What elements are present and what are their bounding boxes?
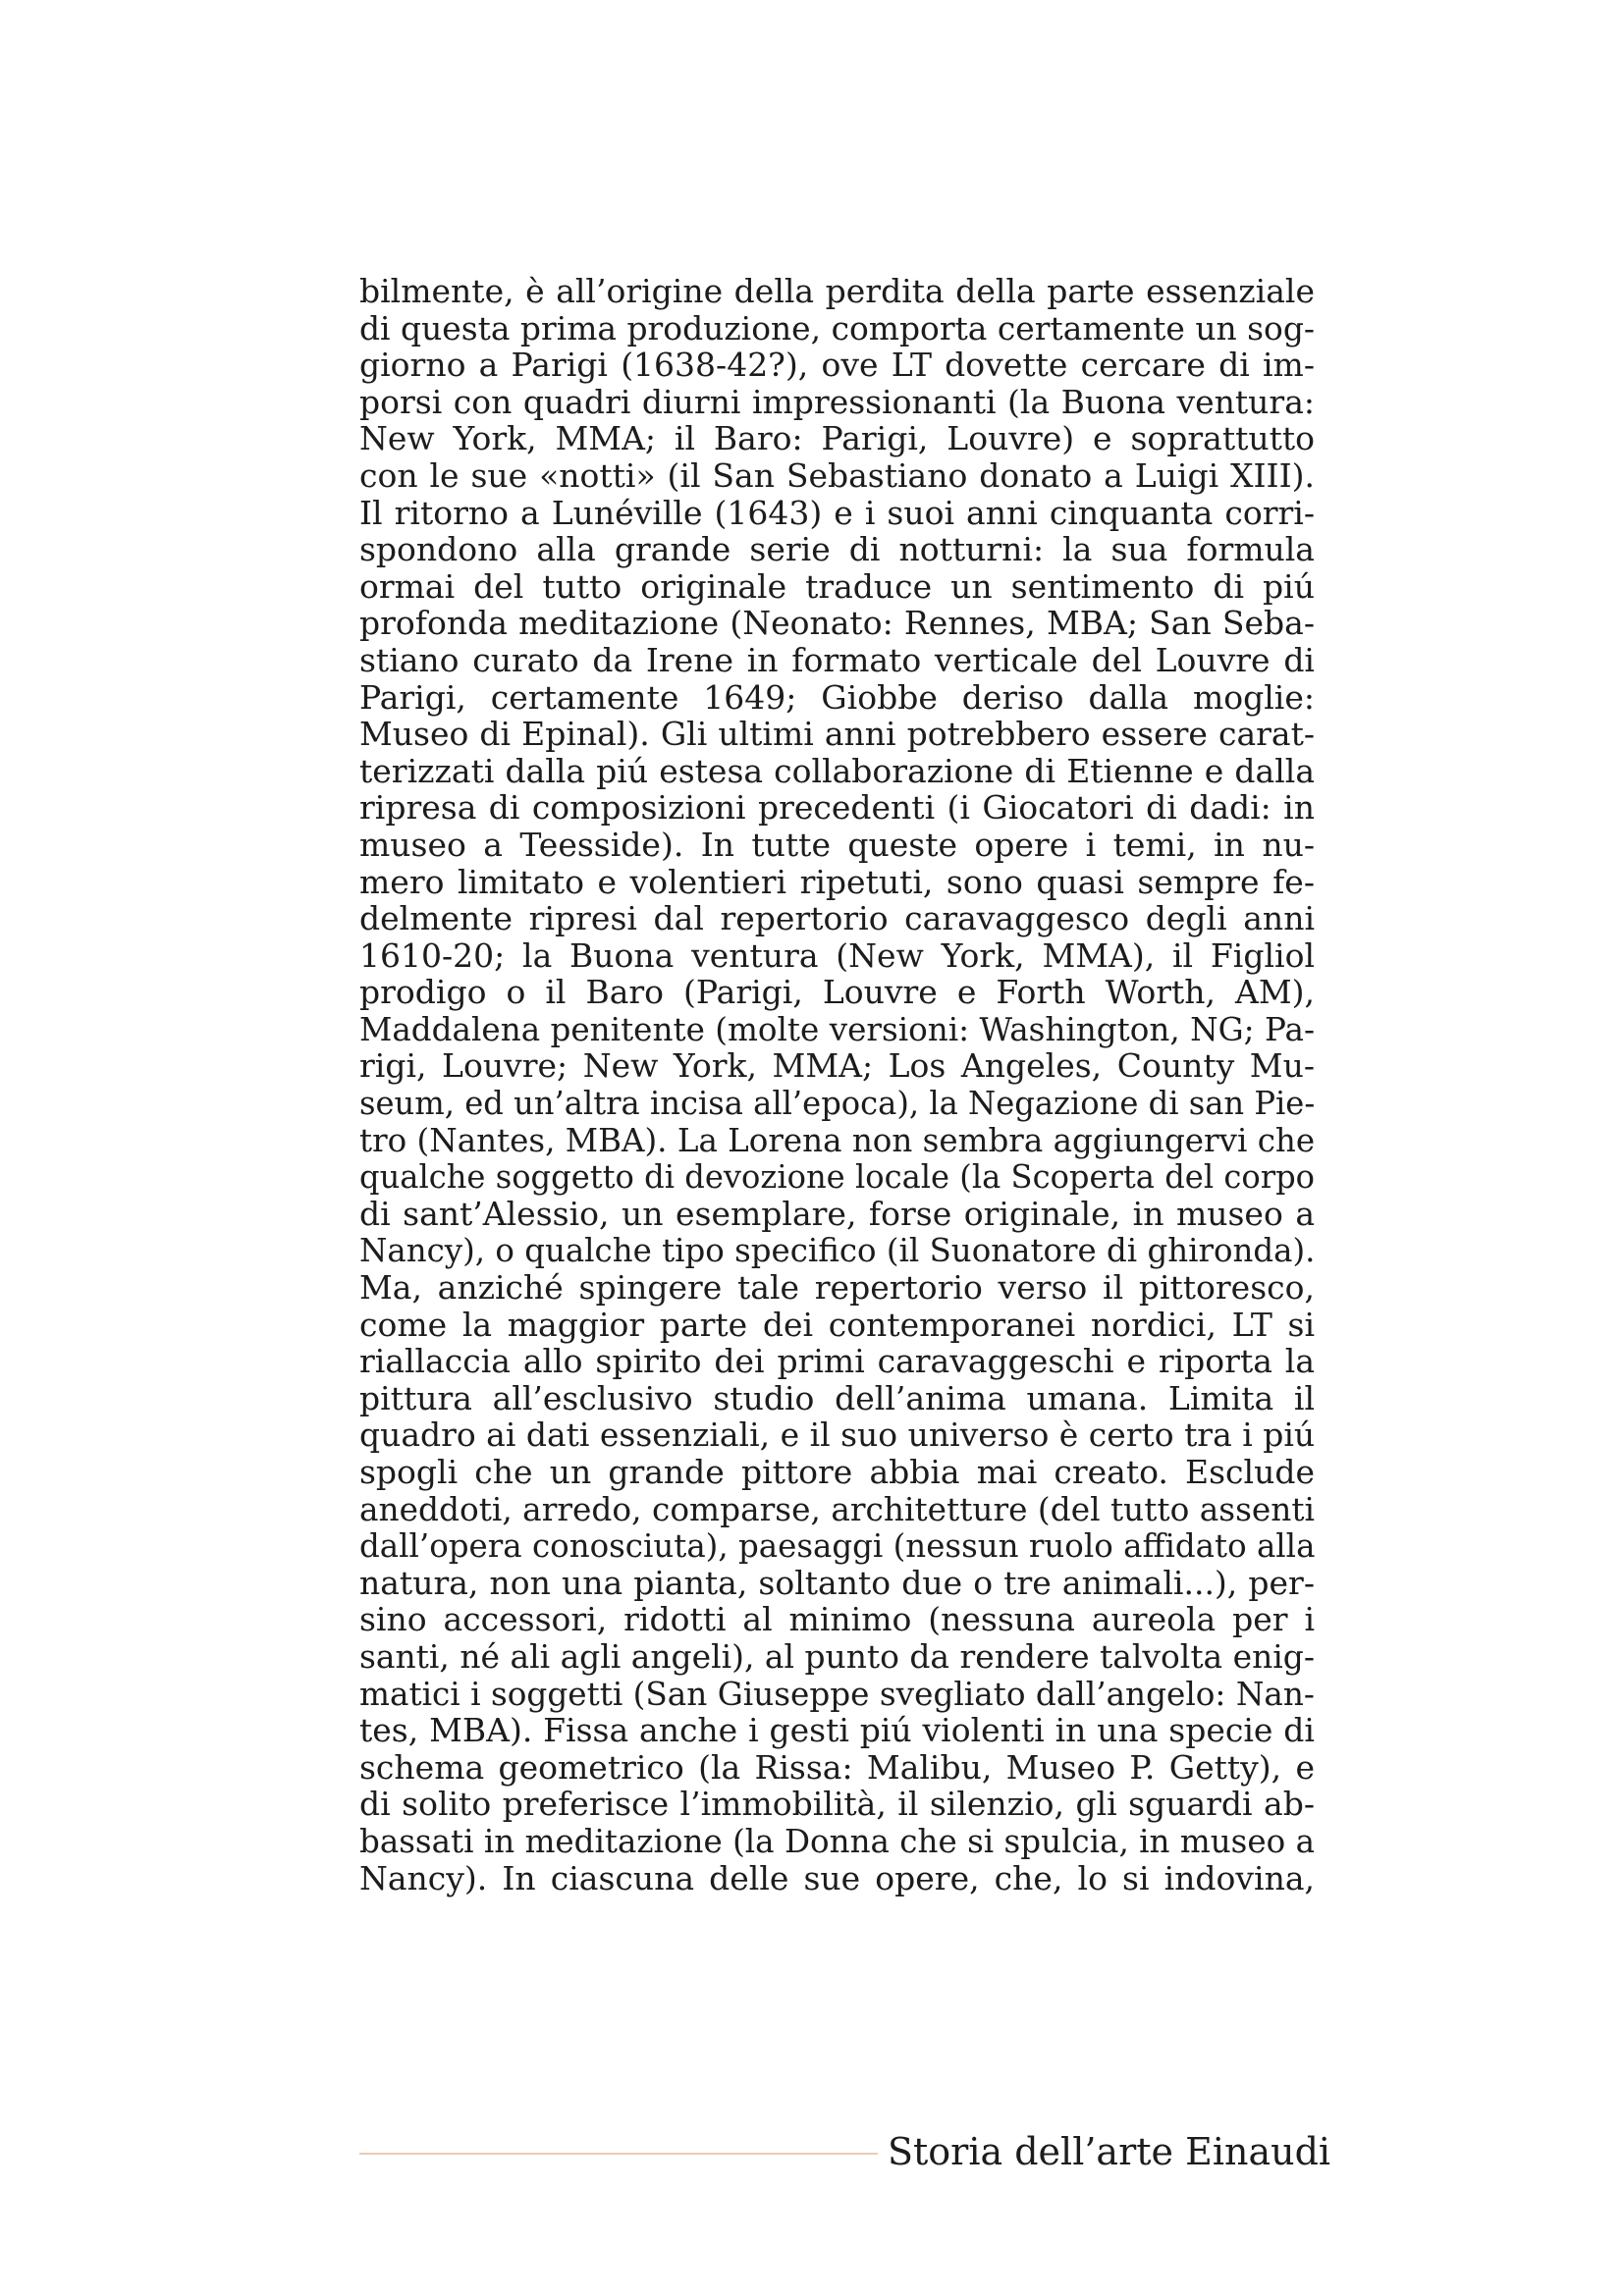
text-line: delmente ripresi dal repertorio caravaggesco degli anni xyxy=(359,899,1315,938)
body-text xyxy=(359,273,1315,1896)
footer-rule xyxy=(359,2153,878,2155)
text-line: di sant’Alessio, un esemplare, forse originale, in museo a xyxy=(359,1194,1315,1233)
text-line: tes, MBA). Fissa anche i gesti piú violenti in una specie di xyxy=(359,1711,1315,1750)
text-line: Il ritorno a Lunéville (1643) e i suoi anni cinquanta corri- xyxy=(359,493,1315,532)
text-line: porsi con quadri diurni impressionanti (la Buona ventura: xyxy=(359,382,1315,421)
text-line: Maddalena penitente (molte versioni: Washington, NG; Pa- xyxy=(359,1009,1315,1048)
footer-series-title: Storia dell’arte Einaudi xyxy=(888,2130,1331,2173)
text-line: riallaccia allo spirito dei primi caravaggeschi e riporta la xyxy=(359,1342,1315,1381)
text-line: schema geometrico (la Rissa: Malibu, Museo P. Getty), e xyxy=(359,1747,1315,1787)
text-line: tro (Nantes, MBA). La Lorena non sembra aggiungervi che xyxy=(359,1120,1316,1159)
text-line: prodigo o il Baro (Parigi, Louvre e Forth Worth, AM), xyxy=(359,973,1315,1012)
text-line: ormai del tutto originale traduce un sentimento di piú xyxy=(359,566,1315,606)
text-line: Ma, anziché spingere tale repertorio verso il pittoresco, xyxy=(359,1268,1315,1308)
text-line: sino accessori, ridotti al minimo (nessuna aureola per i xyxy=(359,1600,1315,1639)
text-line: Parigi, certamente 1649; Giobbe deriso dalla moglie: xyxy=(359,677,1315,717)
text-line: mero limitato e volentieri ripetuti, sono quasi sempre fe- xyxy=(359,862,1315,901)
text-line: pittura all’esclusivo studio dell’anima umana. Limita il xyxy=(359,1378,1315,1417)
text-line: dall’opera conosciuta), paesaggi (nessun ruolo affidato alla xyxy=(359,1526,1316,1566)
text-line: santi, né ali agli angeli), al punto da rendere talvolta enig- xyxy=(359,1636,1315,1676)
text-line: di solito preferisce l’immobilità, il silenzio, gli sguardi ab- xyxy=(359,1785,1315,1824)
text-line: profonda meditazione (Neonato: Rennes, MBA; San Seba- xyxy=(359,604,1315,643)
text-line: ripresa di composizioni precedenti (i Giocatori di dadi: in xyxy=(359,788,1315,828)
text-line: qualche soggetto di devozione locale (la Scoperta del corpo xyxy=(359,1157,1316,1197)
text-line: 1610-20; la Buona ventura (New York, MMA), il Figliol xyxy=(359,935,1315,975)
text-line: Nancy). In ciascuna delle sue opere, che, lo si indovina, xyxy=(359,1858,1315,1897)
text-line: Museo di Epinal). Gli ultimi anni potrebbero essere carat- xyxy=(359,715,1315,754)
text-line: di questa prima produzione, comporta certamente un sog- xyxy=(359,308,1316,347)
text-line: seum, ed un’altra incisa all’epoca), la Negazione di san Pie- xyxy=(359,1084,1316,1123)
text-line: con le sue «notti» (il San Sebastiano donato a Luigi XIII). xyxy=(359,455,1315,495)
text-line: quadro ai dati essenziali, e il suo universo è certo tra i piú xyxy=(359,1415,1316,1455)
text-line: Nancy), o qualche tipo specifico (il Suonatore di ghironda). xyxy=(359,1231,1316,1270)
text-line: bassati in meditazione (la Donna che si spulcia, in museo a xyxy=(359,1821,1315,1860)
text-line: aneddoti, arredo, comparse, architetture (del tutto assenti xyxy=(359,1489,1316,1528)
text-line: museo a Teesside). In tutte queste opere i temi, in nu- xyxy=(359,825,1315,864)
text-line: bilmente, è all’origine della perdita della parte essenziale xyxy=(359,272,1315,310)
text-line: come la maggior parte dei contemporanei nordici, LT si xyxy=(359,1305,1315,1344)
text-line: New York, MMA; il Baro: Parigi, Louvre) e soprattutto xyxy=(359,419,1315,458)
text-line: spondono alla grande serie di notturni: la sua formula xyxy=(359,530,1315,569)
text-line: terizzati dalla piú estesa collaborazione di Etienne e dalla xyxy=(359,751,1315,790)
text-line: natura, non una pianta, soltanto due o tre animali...), per- xyxy=(359,1563,1315,1602)
text-line: giorno a Parigi (1638-42?), ove LT dovette cercare di im- xyxy=(359,346,1315,385)
text-line: spogli che un grande pittore abbia mai creato. Esclude xyxy=(359,1453,1315,1491)
text-line: stiano curato da Irene in formato verticale del Louvre di xyxy=(359,640,1315,679)
text-line: matici i soggetti (San Giuseppe svegliato dall’angelo: Nan- xyxy=(359,1674,1315,1713)
text-line: rigi, Louvre; New York, MMA; Los Angeles, County Mu- xyxy=(359,1046,1315,1086)
